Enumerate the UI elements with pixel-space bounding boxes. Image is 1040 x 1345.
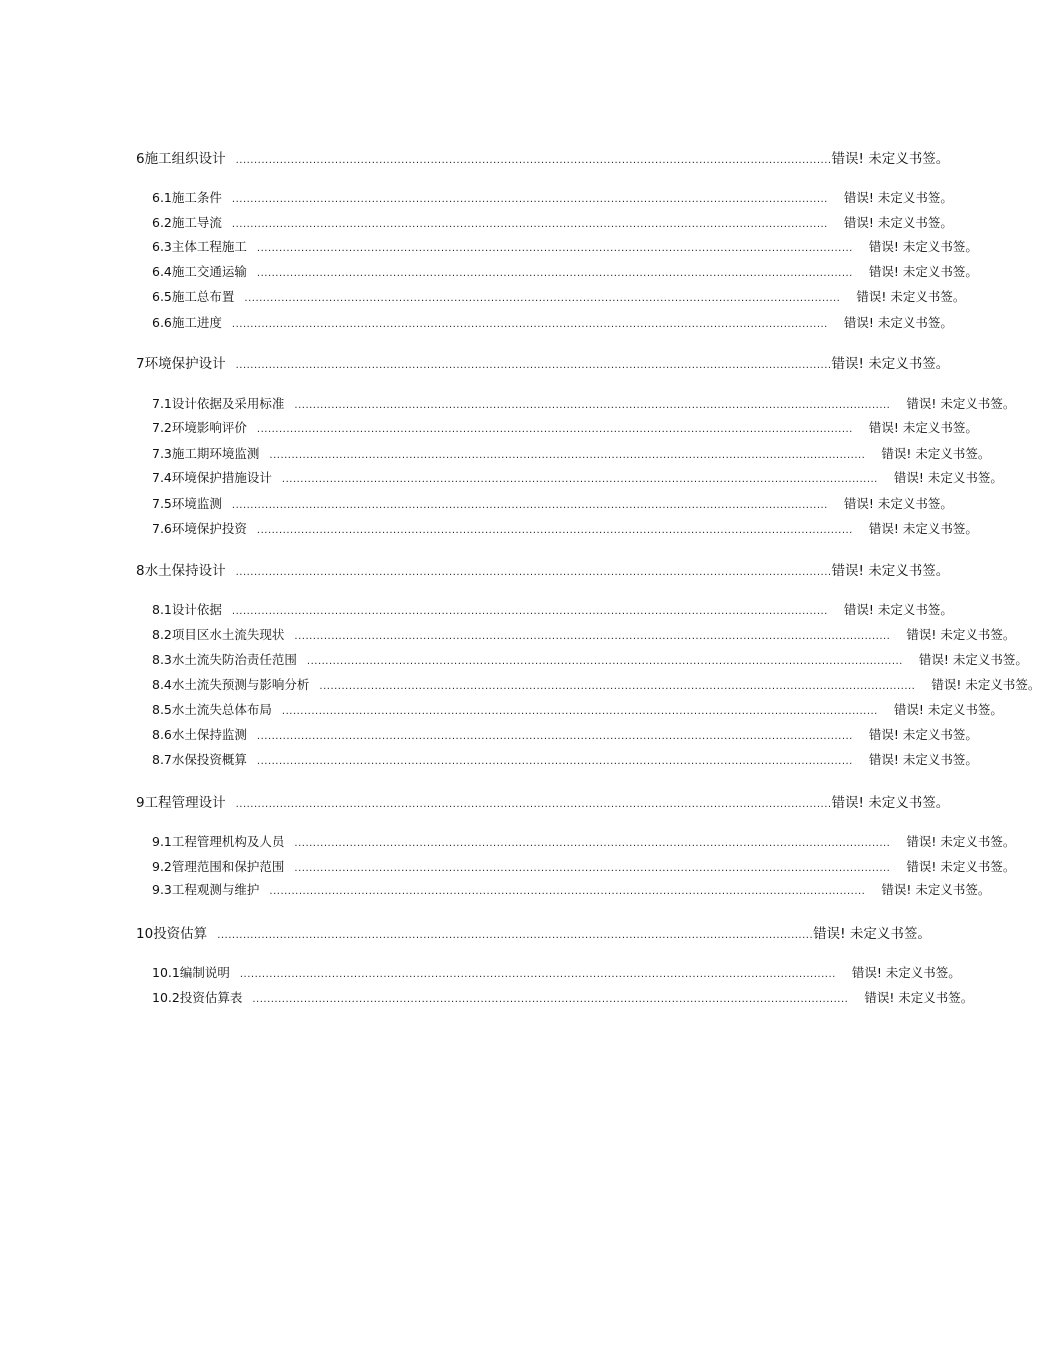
toc-title: 环境保护措施设计 — [171, 470, 272, 485]
dot-leader: .................................................................................................................................................................. — [281, 474, 878, 485]
toc-entry-9-3[interactable] — [152, 880, 991, 898]
toc-page-ref: 错误! 未定义书签。 — [881, 446, 991, 461]
toc-page-ref: 错误! 未定义书签。 — [868, 264, 978, 279]
toc-number: 6 — [136, 151, 145, 167]
toc-title: 施工期环境监测 — [171, 446, 260, 461]
toc-title: 环境监测 — [171, 496, 222, 511]
toc-page-ref: 错误! 未定义书签。 — [851, 965, 961, 980]
dot-leader: .................................................................................................................................................................. — [256, 731, 853, 742]
toc-page-ref: 错误! 未定义书签。 — [843, 215, 953, 230]
toc-number: 9.2 — [152, 859, 172, 874]
dot-leader: .................................................................................................................................................................. — [239, 969, 836, 980]
dot-leader: .................................................................................................................................................................. — [235, 360, 832, 371]
toc-entry-9-2[interactable] — [152, 857, 1016, 875]
toc-page-ref: 错误! 未定义书签。 — [906, 396, 1016, 411]
toc-chapter-6[interactable] — [136, 147, 950, 167]
dot-leader: .................................................................................................................................................................. — [244, 293, 841, 304]
dot-leader: .................................................................................................................................................................. — [231, 606, 828, 617]
toc-number: 7.6 — [152, 521, 172, 536]
toc-number: 9.1 — [152, 834, 172, 849]
toc-entry-10-1[interactable] — [152, 963, 961, 981]
toc-entry-6-6[interactable] — [152, 313, 953, 331]
toc-title: 工程观测与维护 — [171, 882, 260, 897]
dot-leader: .................................................................................................................................................................. — [256, 243, 853, 254]
toc-entry-9-1[interactable] — [152, 832, 1016, 850]
dot-leader: .................................................................................................................................................................. — [269, 450, 866, 461]
toc-entry-8-7[interactable] — [152, 750, 978, 768]
toc-title: 投资估算 — [153, 926, 208, 942]
dot-leader: .................................................................................................................................................................. — [256, 756, 853, 767]
toc-entry-6-3[interactable] — [152, 237, 978, 255]
toc-entry-7-1[interactable] — [152, 394, 1016, 412]
toc-entry-8-4[interactable] — [152, 675, 1040, 693]
dot-leader: .................................................................................................................................................................. — [256, 525, 853, 536]
toc-entry-7-4[interactable] — [152, 468, 1003, 486]
toc-title: 施工交通运输 — [171, 264, 247, 279]
toc-number: 6.1 — [152, 190, 172, 205]
dot-leader: .................................................................................................................................................................. — [294, 400, 891, 411]
toc-number: 10.2 — [152, 990, 180, 1005]
toc-number: 8 — [136, 563, 145, 579]
dot-leader: .................................................................................................................................................................. — [256, 424, 853, 435]
toc-number: 7.5 — [152, 496, 172, 511]
toc-entry-7-6[interactable] — [152, 519, 978, 537]
toc-title: 水土流失预测与影响分析 — [171, 677, 310, 692]
toc-number: 8.5 — [152, 702, 172, 717]
toc-page-ref: 错误! 未定义书签。 — [864, 990, 974, 1005]
toc-number: 6.4 — [152, 264, 172, 279]
dot-leader: .................................................................................................................................................................. — [235, 567, 832, 578]
toc-entry-10-2[interactable] — [152, 988, 974, 1006]
dot-leader: .................................................................................................................................................................. — [319, 681, 916, 692]
toc-number: 7.3 — [152, 446, 172, 461]
toc-number: 8.2 — [152, 627, 172, 642]
toc-number: 10 — [136, 926, 154, 942]
toc-title: 水土保持监测 — [171, 727, 247, 742]
dot-leader: .................................................................................................................................................................. — [294, 838, 891, 849]
toc-number: 9 — [136, 795, 145, 811]
toc-title: 环境保护投资 — [171, 521, 247, 536]
toc-title: 水土流失防治责任范围 — [171, 652, 297, 667]
toc-title: 环境保护设计 — [144, 356, 226, 372]
toc-page-ref: 错误! 未定义书签。 — [881, 882, 991, 897]
toc-title: 工程管理设计 — [144, 795, 226, 811]
dot-leader: .................................................................................................................................................................. — [306, 656, 903, 667]
toc-entry-6-4[interactable] — [152, 262, 978, 280]
toc-page-ref: 错误! 未定义书签。 — [868, 752, 978, 767]
toc-page-ref: 错误! 未定义书签。 — [868, 239, 978, 254]
toc-page-ref: 错误! 未定义书签。 — [831, 151, 950, 167]
toc-number: 6.5 — [152, 289, 172, 304]
toc-title: 设计依据及采用标准 — [171, 396, 285, 411]
toc-title: 项目区水土流失现状 — [171, 627, 285, 642]
toc-number: 9.3 — [152, 882, 172, 897]
toc-entry-6-2[interactable] — [152, 213, 953, 231]
dot-leader: .................................................................................................................................................................. — [269, 886, 866, 897]
dot-leader: .................................................................................................................................................................. — [231, 194, 828, 205]
toc-entry-8-2[interactable] — [152, 625, 1016, 643]
toc-entry-8-6[interactable] — [152, 725, 978, 743]
toc-title: 投资估算表 — [179, 990, 243, 1005]
toc-title: 水土流失总体布局 — [171, 702, 272, 717]
toc-number: 8.4 — [152, 677, 172, 692]
toc-number: 7.4 — [152, 470, 172, 485]
toc-title: 施工导流 — [171, 215, 222, 230]
toc-title: 施工进度 — [171, 315, 222, 330]
toc-title: 编制说明 — [179, 965, 230, 980]
dot-leader: .................................................................................................................................................................. — [217, 930, 814, 941]
toc-page-ref: 错误! 未定义书签。 — [813, 926, 931, 942]
dot-leader: .................................................................................................................................................................. — [231, 319, 828, 330]
toc-page-ref: 错误! 未定义书签。 — [856, 289, 966, 304]
toc-number: 8.7 — [152, 752, 172, 767]
toc-entry-7-3[interactable] — [152, 444, 991, 462]
dot-leader: .................................................................................................................................................................. — [252, 994, 849, 1005]
toc-entry-6-5[interactable] — [152, 287, 966, 305]
toc-title: 水土保持设计 — [144, 563, 226, 579]
toc-number: 8.1 — [152, 602, 172, 617]
toc-title: 管理范围和保护范围 — [171, 859, 285, 874]
toc-title: 施工总布置 — [171, 289, 235, 304]
toc-page-ref: 错误! 未定义书签。 — [868, 521, 978, 536]
dot-leader: .................................................................................................................................................................. — [231, 219, 828, 230]
dot-leader: .................................................................................................................................................................. — [294, 631, 891, 642]
toc-number: 7 — [136, 356, 145, 372]
toc-title: 环境影响评价 — [171, 420, 247, 435]
toc-page-ref: 错误! 未定义书签。 — [918, 652, 1028, 667]
toc-entry-8-1[interactable] — [152, 600, 953, 618]
toc-title: 工程管理机构及人员 — [171, 834, 285, 849]
dot-leader: .................................................................................................................................................................. — [294, 863, 891, 874]
dot-leader: .................................................................................................................................................................. — [231, 500, 828, 511]
toc-chapter-7[interactable] — [136, 352, 950, 372]
toc-page-ref: 错误! 未定义书签。 — [843, 315, 953, 330]
toc-entry-7-5[interactable] — [152, 494, 953, 512]
toc-number: 6.6 — [152, 315, 172, 330]
dot-leader: .................................................................................................................................................................. — [235, 155, 832, 166]
toc-number: 7.1 — [152, 396, 172, 411]
dot-leader: .................................................................................................................................................................. — [281, 706, 878, 717]
toc-number: 8.6 — [152, 727, 172, 742]
toc-page-ref: 错误! 未定义书签。 — [893, 470, 1003, 485]
toc-page-ref: 错误! 未定义书签。 — [843, 496, 953, 511]
toc-title: 设计依据 — [171, 602, 222, 617]
toc-title: 主体工程施工 — [171, 239, 247, 254]
toc-page-ref: 错误! 未定义书签。 — [893, 702, 1003, 717]
dot-leader: .................................................................................................................................................................. — [256, 268, 853, 279]
toc-page-ref: 错误! 未定义书签。 — [906, 859, 1016, 874]
toc-title: 水保投资概算 — [171, 752, 247, 767]
toc-page-ref: 错误! 未定义书签。 — [831, 356, 950, 372]
toc-chapter-10[interactable] — [136, 922, 931, 942]
toc-number: 8.3 — [152, 652, 172, 667]
toc-page-ref: 错误! 未定义书签。 — [843, 190, 953, 205]
toc-entry-8-3[interactable] — [152, 650, 1028, 668]
toc-chapter-8[interactable] — [136, 559, 950, 579]
toc-page-ref: 错误! 未定义书签。 — [831, 563, 950, 579]
toc-page-ref: 错误! 未定义书签。 — [868, 420, 978, 435]
toc-number: 6.3 — [152, 239, 172, 254]
toc-number: 10.1 — [152, 965, 180, 980]
toc-title: 施工条件 — [171, 190, 222, 205]
toc-page-ref: 错误! 未定义书签。 — [931, 677, 1040, 692]
toc-chapter-9[interactable] — [136, 791, 950, 811]
toc-entry-6-1[interactable] — [152, 188, 953, 206]
toc-page-ref: 错误! 未定义书签。 — [906, 834, 1016, 849]
dot-leader: .................................................................................................................................................................. — [235, 799, 832, 810]
toc-title: 施工组织设计 — [144, 151, 226, 167]
toc-number: 7.2 — [152, 420, 172, 435]
toc-entry-7-2[interactable] — [152, 418, 978, 436]
toc-page-ref: 错误! 未定义书签。 — [906, 627, 1016, 642]
toc-page-ref: 错误! 未定义书签。 — [868, 727, 978, 742]
toc-number: 6.2 — [152, 215, 172, 230]
toc-page-ref: 错误! 未定义书签。 — [843, 602, 953, 617]
toc-entry-8-5[interactable] — [152, 700, 1003, 718]
toc-page-ref: 错误! 未定义书签。 — [831, 795, 950, 811]
